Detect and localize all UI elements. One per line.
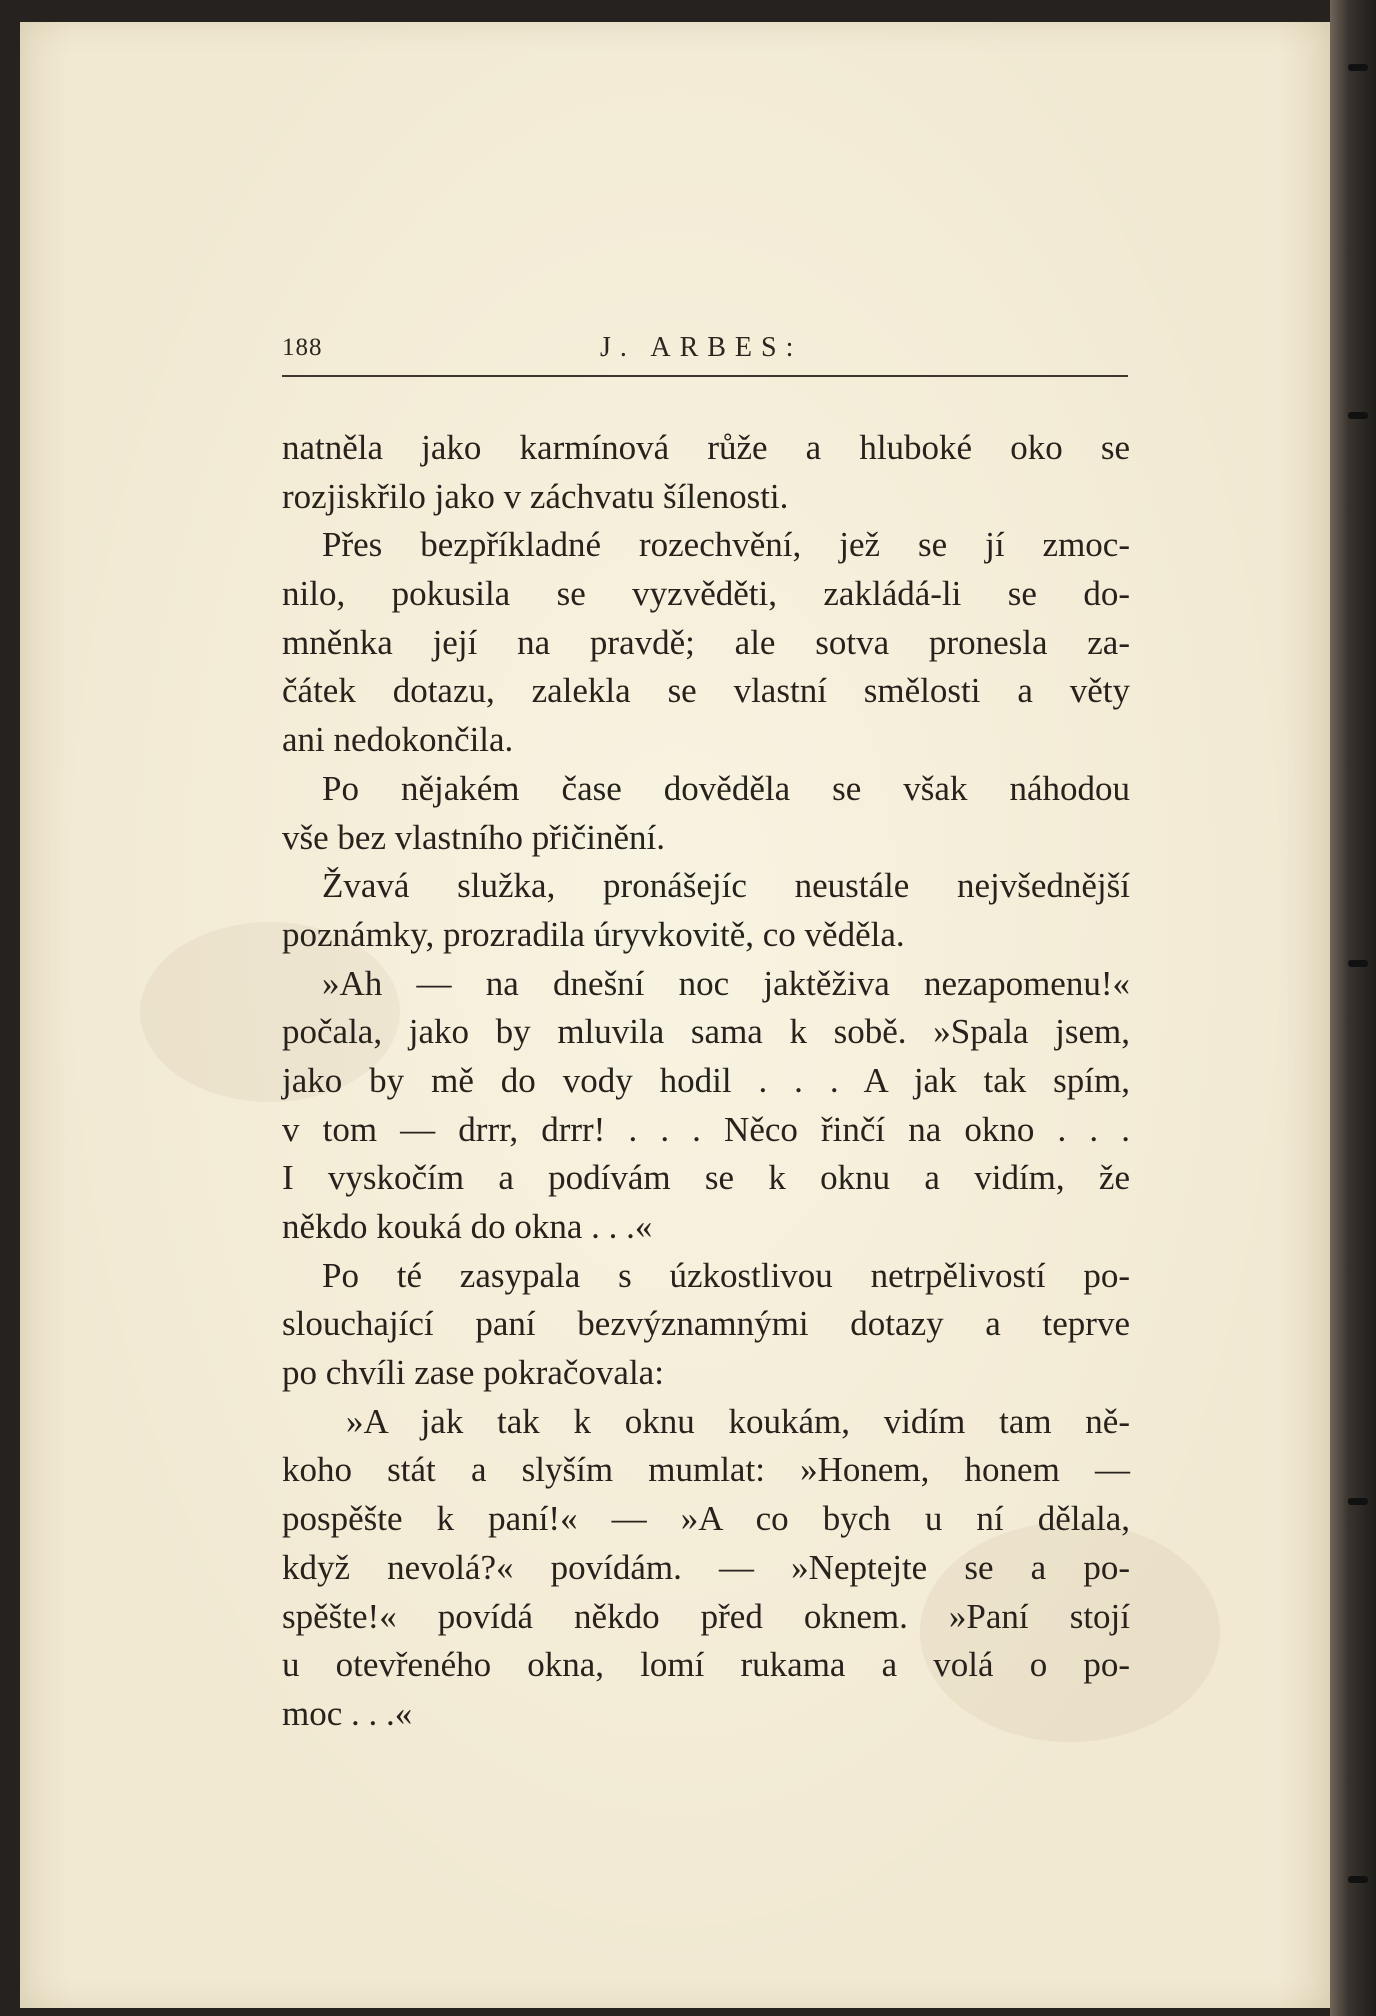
- text-line: u otevřeného okna, lomí rukama a volá o po-: [282, 1645, 1130, 1685]
- text-line: spěšte!« povídá někdo před oknem. »Paní stojí: [282, 1596, 1130, 1636]
- text-line: Po nějakém čase dověděla se však náhodou: [322, 768, 1130, 808]
- spine-mark: [1348, 1498, 1368, 1505]
- header-rule: [282, 375, 1128, 377]
- text-line: I vyskočím a podívám se k oknu a vidím, že: [282, 1158, 1130, 1198]
- text-line: ani nedokončila.: [282, 720, 514, 760]
- spine-mark: [1348, 960, 1368, 967]
- text-line: v tom — drrr, drrr! . . . Něco řinčí na okno . . .: [282, 1109, 1130, 1149]
- running-head: [282, 330, 1128, 378]
- page-body: [282, 424, 1130, 1739]
- running-head-author: J. ARBES:: [600, 332, 803, 363]
- text-line: někdo kouká do okna . . .«: [282, 1207, 653, 1246]
- text-line: počala, jako by mluvila sama k sobě. »Spala jsem,: [282, 1012, 1130, 1052]
- text-line: »A jak tak k oknu koukám, vidím tam ně-: [346, 1401, 1130, 1441]
- text-line: nilo, pokusila se vyzvěděti, zakládá-li se do-: [282, 574, 1130, 614]
- text-line: mněnka její na pravdě; ale sotva pronesla za-: [282, 622, 1130, 662]
- spine-mark: [1348, 64, 1368, 71]
- text-line: čátek dotazu, zalekla se vlastní smělosti a věty: [282, 671, 1130, 711]
- text-line: »Ah — na dnešní noc jaktěživa nezapomenu!«: [322, 963, 1130, 1003]
- spine-mark: [1348, 412, 1368, 419]
- text-line: poznámky, prozradila úryvkovitě, co věděla.: [282, 914, 905, 954]
- text-line: slouchající paní bezvýznamnými dotazy a teprve: [282, 1304, 1130, 1344]
- text-line: když nevolá?« povídám. — »Neptejte se a po-: [282, 1547, 1130, 1587]
- text-line: po chvíli zase pokračovala:: [282, 1353, 664, 1393]
- text-line: rozjiskřilo jako v záchvatu šílenosti.: [282, 476, 789, 516]
- spine-mark: [1348, 1876, 1368, 1883]
- text-line: moc . . .«: [282, 1693, 413, 1733]
- text-line: jako by mě do vody hodil . . . A jak tak spím,: [282, 1060, 1130, 1100]
- text-line: koho stát a slyším mumlat: »Honem, honem —: [282, 1450, 1130, 1490]
- text-line: vše bez vlastního přičinění.: [282, 817, 665, 857]
- text-line: Žvavá služka, pronášejíc neustále nejvšednější: [322, 866, 1130, 906]
- page-number: 188: [282, 334, 323, 361]
- text-line: natněla jako karmínová růže a hluboké oko se: [282, 428, 1130, 467]
- text-line: pospěšte k paní!« — »A co bych u ní dělala,: [282, 1499, 1130, 1539]
- text-line: Přes bezpříkladné rozechvění, jež se jí zmoc-: [322, 525, 1130, 565]
- book-spine: [1330, 0, 1376, 2016]
- text-line: Po té zasypala s úzkostlivou netrpělivostí po-: [322, 1255, 1130, 1295]
